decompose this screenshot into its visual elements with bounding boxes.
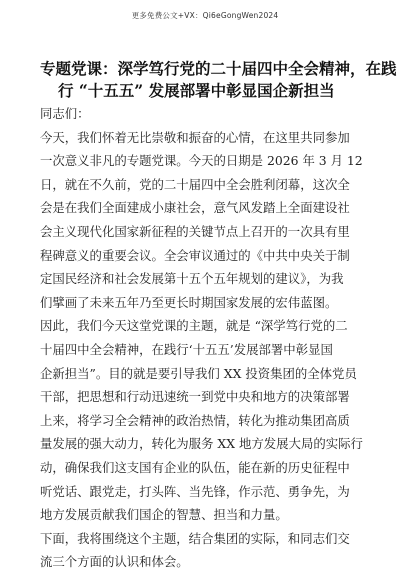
body-line: 地方发展贡献我们国企的智慧、担当和力量。 [40, 507, 288, 523]
page-title [40, 58, 397, 102]
body-line: 听党话、跟党走，打头阵、当先锋，作示范、勇争先，为 [40, 483, 350, 499]
body-line: 会是在我们全面建成小康社会，意气风发踏上全面建设社 [40, 200, 350, 216]
title-line-2: 行 “十五五” 发展部署中彰显国企新担当 [58, 81, 335, 100]
header-note: 更多免费公文+VX：Qi6eGongWen2024 [131, 11, 279, 20]
body-line: 企新担当”。目的就是要引导我们 XX 投资集团的全体党员 [40, 365, 357, 381]
body-line: 们擘画了未来五年乃至更长时期国家发展的宏伟蓝图。 [40, 294, 338, 310]
body-line: 上来，将学习全会精神的政治热情，转化为推动集团高质 [40, 412, 350, 428]
document-body [40, 102, 370, 574]
body-line: 定国民经济和社会发展第十五个五年规划的建议》，为我 [40, 271, 344, 287]
body-line: 一次意义非凡的专题党课。今天的日期是 2026 年 3 月 12 [40, 153, 363, 169]
body-line: 因此，我们今天这堂党课的主题，就是 “深学笃行党的二 [40, 318, 348, 334]
body-line: 日，就在不久前，党的二十届四中全会胜利闭幕，这次全 [40, 176, 350, 192]
body-line: 会主义现代化国家新征程的关键节点上召开的一次具有里 [40, 223, 350, 239]
body-line: 下面，我将围绕这个主题，结合集团的实际，和同志们交 [40, 530, 350, 546]
body-line: 动，确保我们这支国有企业的队伍，能在新的历史征程中 [40, 459, 350, 475]
body-line: 同志们： [40, 106, 90, 121]
body-line: 量发展的强大动力，转化为服务 XX 地方发展大局的实际行 [40, 436, 363, 452]
body-line: 今天，我们怀着无比崇敬和振奋的心情，在这里共同参加 [40, 129, 350, 145]
body-line: 流三个方面的认识和体会。 [40, 554, 189, 570]
body-line: 程碑意义的重要会议。全会审议通过的《中共中央关于制 [40, 247, 350, 263]
body-line: 干部，把思想和行动迅速统一到党中央和地方的决策部署 [40, 389, 350, 405]
title-line-1: 专题党课：深学笃行党的二十届四中全会精神，在践 [40, 59, 397, 78]
body-line: 十届四中全会精神，在践行‘十五五’发展部署中彰显国 [40, 341, 333, 357]
